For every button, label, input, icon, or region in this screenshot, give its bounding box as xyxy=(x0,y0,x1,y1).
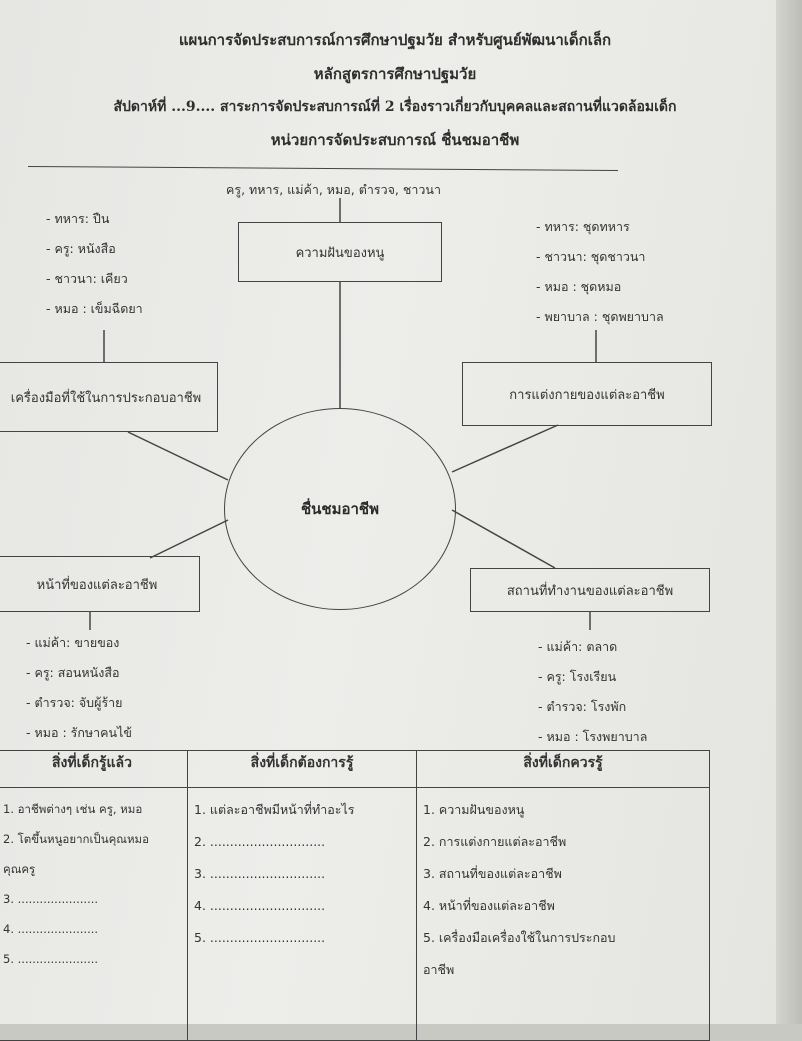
list-item: - แม่ค้า: ตลาด xyxy=(538,639,618,654)
list-item: - แม่ค้า: ขายของ xyxy=(26,635,120,650)
known-header: สิ่งที่เด็กรู้แล้ว xyxy=(0,751,188,788)
list-item: 3. สถานที่ของแต่ละอาชีพ xyxy=(423,866,562,881)
list-item: 2. โตขึ้นหนูอยากเป็นคุณหมอ xyxy=(3,832,150,846)
list-item: 5. ............................. xyxy=(194,930,326,945)
list-item: - ครู: หนังสือ xyxy=(46,241,116,256)
dream-box-label: ความฝันของหนู xyxy=(295,245,385,261)
list-item: - พยาบาล : ชุดพยาบาล xyxy=(536,309,664,324)
known-cell xyxy=(0,788,188,1041)
list-item: 5. ...................... xyxy=(3,952,99,966)
list-item: - หมอ : ชุดหมอ xyxy=(536,279,622,294)
tools-box xyxy=(0,362,218,432)
want-to-know-cell xyxy=(188,788,417,1041)
list-item: 2. ............................. xyxy=(194,834,326,849)
tools-list xyxy=(46,204,143,324)
dress-box-label: การแต่งกายของแต่ละอาชีพ xyxy=(509,387,665,403)
duty-box xyxy=(0,556,200,612)
list-item: - ตำรวจ: จับผู้ร้าย xyxy=(26,695,123,710)
should-know-header: สิ่งที่เด็กควรรู้ xyxy=(417,751,710,788)
list-item: 5. เครื่องมือเครื่องใช้ในการประกอบ xyxy=(423,930,616,945)
list-item: 3. ............................. xyxy=(194,866,326,881)
list-item: 1. อาชีพต่างๆ เช่น ครู, หมอ xyxy=(3,802,143,816)
week-topic-line: สัปดาห์ที่ ...9.... สาระการจัดประสบการณ์ที่ 2 เรื่องราวเกี่ยวกับบุคคลและสถานที่แวดล้อมเด็ก xyxy=(113,99,677,115)
list-item: 4. ...................... xyxy=(3,922,99,936)
kwl-table xyxy=(0,750,710,1041)
list-item: 1. แต่ละอาชีพมีหน้าที่ทำอะไร xyxy=(194,802,355,817)
list-item: - ชาวนา: เคียว xyxy=(46,271,128,286)
center-circle xyxy=(224,408,456,610)
center-topic: ชื่นชมอาชีพ xyxy=(300,500,379,518)
page-edge xyxy=(776,0,802,1024)
list-item: - ตำรวจ: โรงพัก xyxy=(538,699,627,714)
list-item: 4. หน้าที่ของแต่ละอาชีพ xyxy=(423,898,555,913)
doc-title: แผนการจัดประสบการณ์การศึกษาปฐมวัย สำหรับศูนย์พัฒนาเด็กเล็ก xyxy=(178,31,612,49)
should-know-cell xyxy=(417,788,710,1041)
workplace-box xyxy=(470,568,710,612)
dress-box xyxy=(462,362,712,426)
list-item: คุณครู xyxy=(3,862,36,876)
list-item: 2. การแต่งกายแต่ละอาชีพ xyxy=(423,834,567,849)
duty-box-label: หน้าที่ของแต่ละอาชีพ xyxy=(36,577,158,593)
dress-list xyxy=(536,212,664,332)
list-item: 1. ความฝันของหนู xyxy=(423,802,525,817)
list-item: - หมอ : รักษาคนไข้ xyxy=(26,725,132,740)
list-item: - ชาวนา: ชุดชาวนา xyxy=(536,249,646,264)
list-item: - หมอ : เข็มฉีดยา xyxy=(46,301,143,316)
list-item: 3. ...................... xyxy=(3,892,99,906)
list-item: - ครู: สอนหนังสือ xyxy=(26,665,120,680)
list-item: - ทหาร: ชุดทหาร xyxy=(536,219,630,234)
dream-box xyxy=(238,222,442,282)
workplace-box-label: สถานที่ทำงานของแต่ละอาชีพ xyxy=(506,583,674,599)
list-item: - หมอ : โรงพยาบาล xyxy=(538,729,648,744)
list-item: อาชีพ xyxy=(423,962,455,977)
want-to-know-header: สิ่งที่เด็กต้องการรู้ xyxy=(188,751,417,788)
occupations-list: ครู, ทหาร, แม่ค้า, หมอ, ตำรวจ, ชาวนา xyxy=(226,182,441,197)
list-item: 4. ............................. xyxy=(194,898,326,913)
workplace-list xyxy=(538,632,647,752)
duty-list xyxy=(26,628,132,748)
unit-title: หน่วยการจัดประสบการณ์ ชื่นชมอาชีพ xyxy=(270,131,520,149)
tools-box-label: เครื่องมือที่ใช้ในการประกอบอาชีพ xyxy=(10,390,202,406)
list-item: - ทหาร: ปืน xyxy=(46,211,110,226)
list-item: - ครู: โรงเรียน xyxy=(538,669,617,684)
curriculum-title: หลักสูตรการศึกษาปฐมวัย xyxy=(313,65,477,83)
